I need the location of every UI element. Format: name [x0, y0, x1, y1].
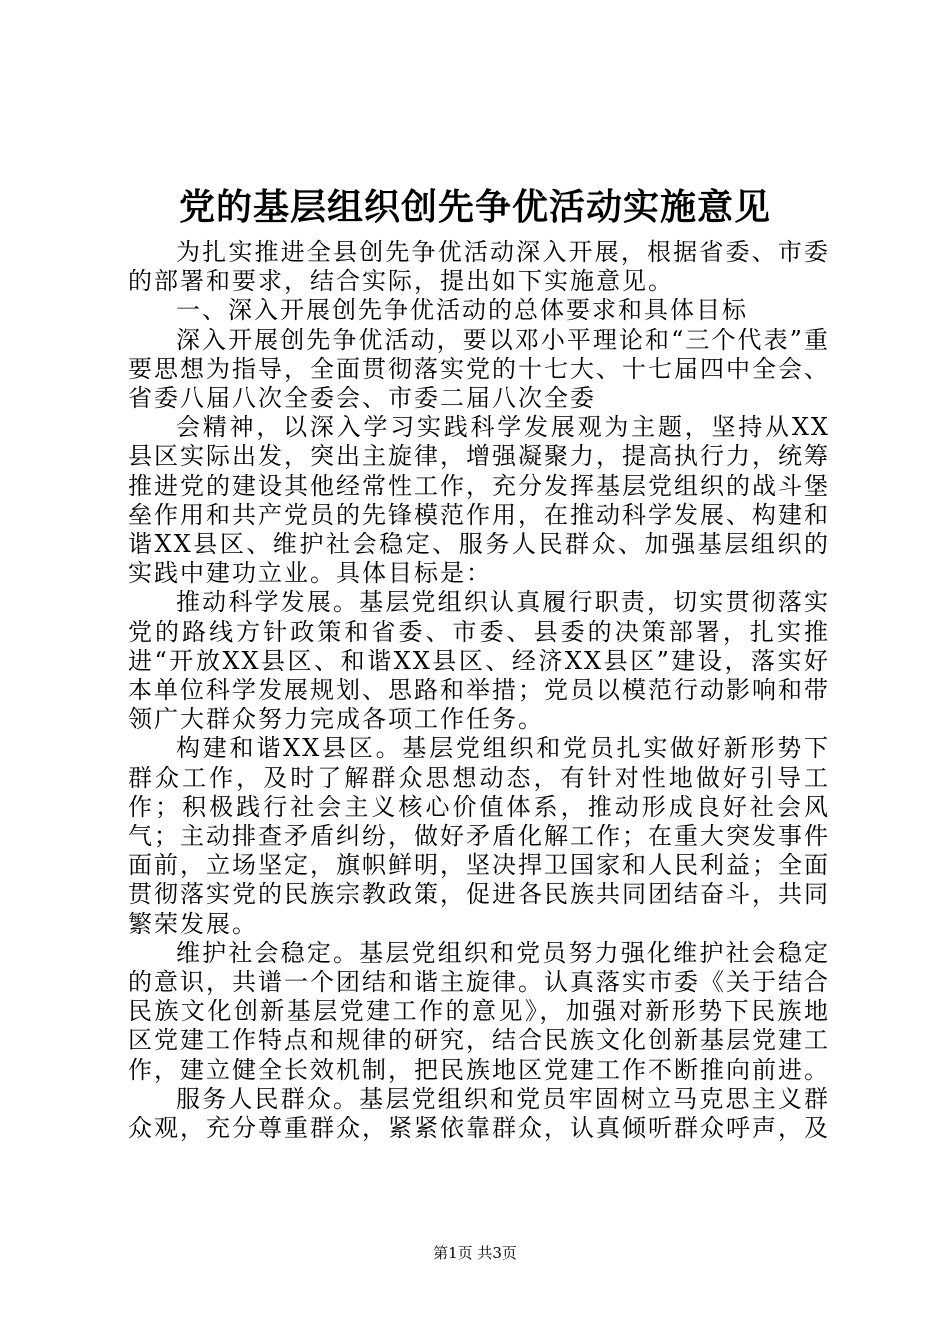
paragraph-scientific-development: 推动科学发展。基层党组织认真履行职责，切实贯彻落实党的路线方针政策和省委、市委、县委的决策部署，扎实推进“开放XX县区、和谐XX县区、经济XX县区”建设，落实好本单位科学发展规划、思路和举措；党员以模范行动影响和带领广大群众努力完成各项工作任务。: [128, 588, 830, 734]
paragraph-overall-requirements: 会精神，以深入学习实践科学发展观为主题，坚持从XX县区实际出发，突出主旋律，增强凝聚力，提高执行力，统筹推进党的建设其他经常性工作，充分发挥基层党组织的战斗堡垒作用和共产党员的先锋模范作用，在推动科学发展、构建和谐XX县区、维护社会稳定、服务人民群众、加强基层组织的实践中建功立业。具体目标是：: [128, 413, 830, 588]
section-heading: 一、深入开展创先争优活动的总体要求和具体目标: [176, 296, 748, 325]
paragraph-social-stability: 维护社会稳定。基层党组织和党员努力强化维护社会稳定的意识，共谱一个团结和谐主旋律。认真落实市委《关于结合民族文化创新基层党建工作的意见》，加强对新形势下民族地区党建工作特点和规律的研究，结合民族文化创新基层党建工作，建立健全长效机制，把民族地区党建工作不断推向前进。: [128, 938, 830, 1084]
document-body: [128, 238, 830, 1143]
page-number: 第1页 共3页: [433, 1244, 517, 1262]
document-title: 党的基层组织创先争优活动实施意见: [178, 186, 771, 228]
paragraph-intro: 为扎实推进全县创先争优活动深入开展，根据省委、市委的部署和要求，结合实际，提出如下实施意见。: [128, 238, 830, 296]
paragraph-serve-people: 服务人民群众。基层党组织和党员牢固树立马克思主义群众观，充分尊重群众，紧紧依靠群众，认真倾听群众呼声，及: [128, 1084, 830, 1143]
paragraph-guiding-thought: 深入开展创先争优活动，要以邓小平理论和“三个代表”重要思想为指导，全面贯彻落实党的十七大、十七届四中全会、省委八届八次全委会、市委二届八次全委: [128, 325, 830, 413]
paragraph-harmony: 构建和谐XX县区。基层党组织和党员扎实做好新形势下群众工作，及时了解群众思想动态，有针对性地做好引导工作；积极践行社会主义核心价值体系，推动形成良好社会风气；主动排查矛盾纠纷，做好矛盾化解工作；在重大突发事件面前，立场坚定，旗帜鲜明，坚决捍卫国家和人民利益；全面贯彻落实党的民族宗教政策，促进各民族共同团结奋斗，共同繁荣发展。: [128, 734, 830, 938]
